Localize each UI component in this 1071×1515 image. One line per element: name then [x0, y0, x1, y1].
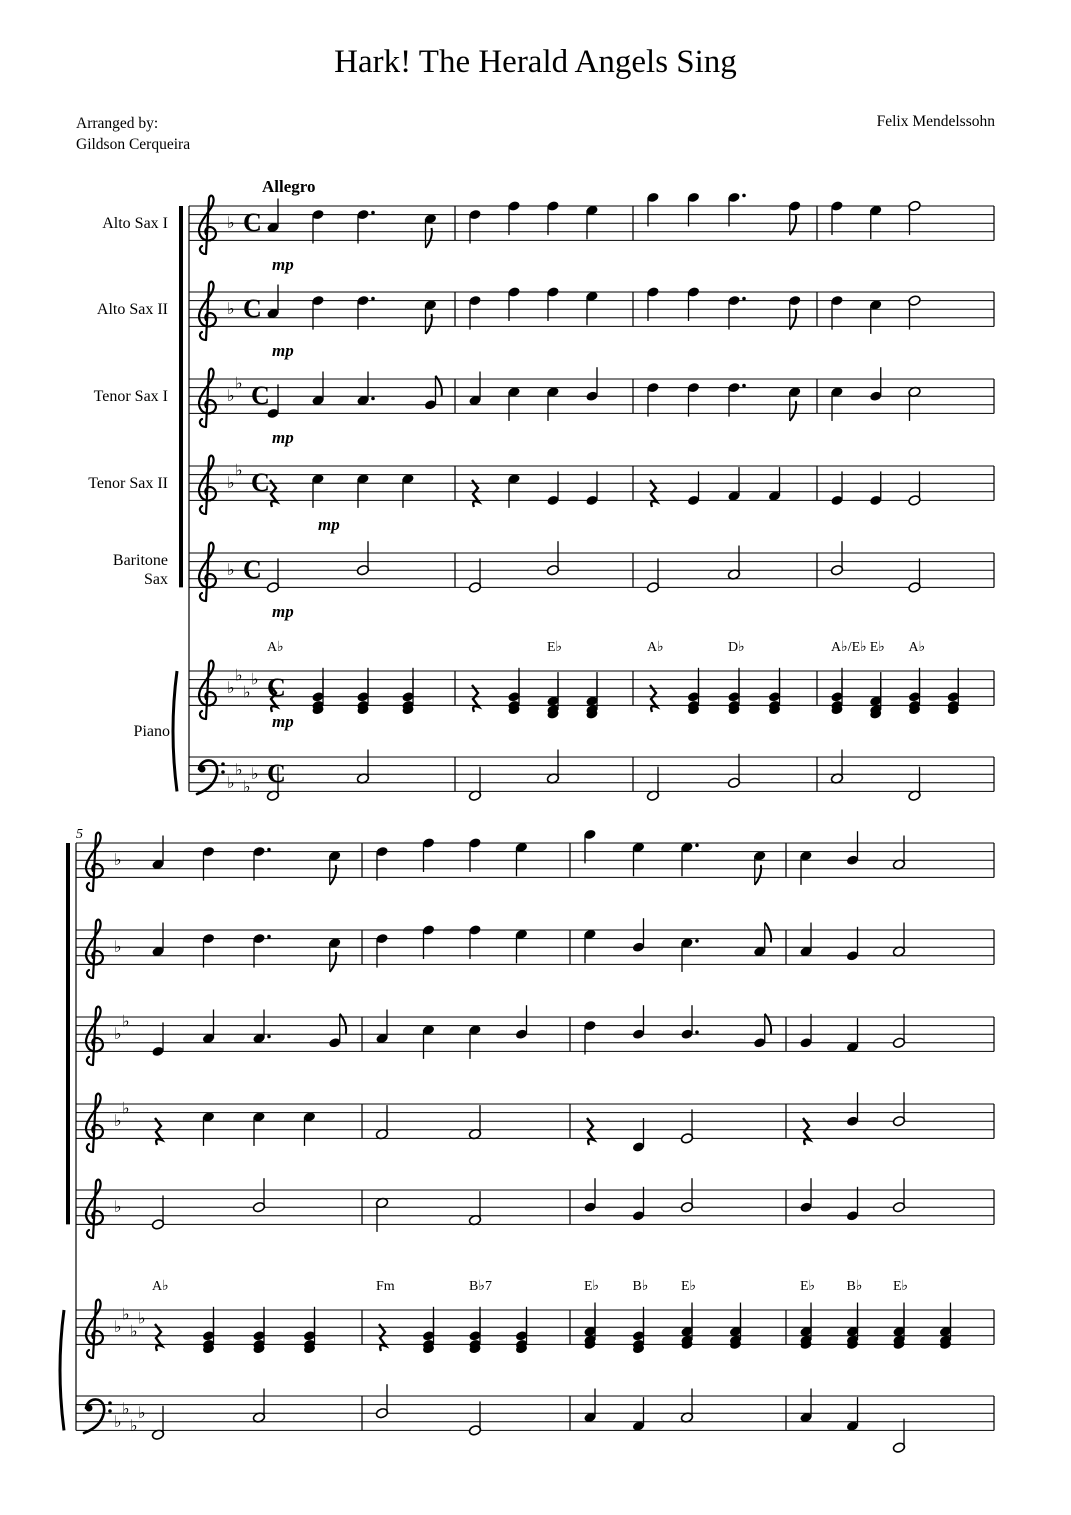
dynamic-marking: mp [272, 255, 294, 274]
treble-clef-icon [199, 661, 216, 719]
dynamic-marking: mp [318, 515, 340, 534]
note-flag [426, 228, 432, 248]
note-dot [742, 194, 746, 198]
bass-clef-dot [86, 1405, 93, 1412]
bass-clef-dot [221, 762, 225, 766]
treble-clef-icon [86, 1300, 103, 1358]
flat-sign: ♭ [122, 1306, 130, 1324]
flat-sign: ♭ [243, 779, 251, 797]
chord-symbol: E♭ [681, 1279, 697, 1294]
flat-sign: ♭ [130, 1323, 138, 1341]
dynamic-marking: mp [272, 602, 294, 621]
flat-sign: ♭ [114, 852, 122, 870]
quarter-rest [803, 1118, 810, 1145]
quarter-rest [155, 1118, 162, 1145]
quarter-rest [650, 685, 657, 712]
piano-brace [60, 1310, 64, 1430]
quarter-rest [155, 1324, 162, 1351]
flat-sign: ♭ [122, 1013, 130, 1031]
flat-sign: ♭ [130, 1418, 138, 1436]
treble-clef-icon [86, 833, 103, 891]
chord-symbol: E♭ [869, 640, 885, 655]
note-dot [371, 211, 375, 215]
chord-symbol: E♭ [584, 1279, 600, 1294]
time-signature: C [243, 294, 262, 323]
chord-symbol: A♭ [152, 1279, 169, 1294]
dynamic-marking: mp [272, 712, 294, 731]
flat-sign: ♭ [114, 939, 122, 957]
time-signature: C [267, 759, 286, 788]
flat-sign: ♭ [227, 680, 235, 698]
flat-sign: ♭ [227, 388, 235, 406]
treble-clef-icon [199, 282, 216, 340]
note-dot [742, 384, 746, 388]
note-dot [267, 1035, 271, 1039]
quarter-rest [587, 1118, 594, 1145]
measure-number: 5 [76, 827, 83, 842]
quarter-rest [650, 480, 657, 507]
score-title: Hark! The Herald Angels Sing [334, 44, 737, 80]
time-signature: C [243, 208, 262, 237]
flat-sign: ♭ [122, 1100, 130, 1118]
chord-symbol: D♭ [728, 640, 745, 655]
quarter-rest [270, 480, 277, 507]
flat-sign: ♭ [227, 215, 235, 233]
time-signature: C [251, 468, 270, 497]
piano-brace [173, 671, 177, 791]
bass-clef-dot [108, 1409, 112, 1413]
quarter-rest [379, 1324, 386, 1351]
note-dot [371, 297, 375, 301]
flat-sign: ♭ [235, 462, 243, 480]
flat-sign: ♭ [114, 1199, 122, 1217]
bass-clef-dot [108, 1401, 112, 1405]
flat-sign: ♭ [138, 1310, 146, 1328]
time-signature: C [267, 673, 286, 702]
instrument-name: Alto Sax II [96, 301, 168, 318]
instrument-name: Baritone [112, 552, 168, 569]
note-dot [371, 397, 375, 401]
flat-sign: ♭ [235, 667, 243, 685]
flat-sign: ♭ [235, 761, 243, 779]
instrument-name: Tenor Sax I [93, 388, 168, 405]
chord-symbol: E♭ [547, 640, 563, 655]
flat-sign: ♭ [114, 1113, 122, 1131]
chord-symbol: B♭ [632, 1279, 649, 1294]
flat-sign: ♭ [227, 774, 235, 792]
treble-clef-icon [199, 543, 216, 601]
bass-clef-dot [221, 770, 225, 774]
flat-sign: ♭ [227, 562, 235, 580]
composer-credit: Felix Mendelssohn [876, 113, 995, 130]
quarter-rest [472, 685, 479, 712]
note-dot [695, 939, 699, 943]
note-dot [267, 935, 271, 939]
instrument-name: Tenor Sax II [88, 475, 168, 492]
treble-clef-icon [86, 920, 103, 978]
instrument-name: Sax [144, 571, 168, 588]
note-flag [755, 865, 761, 885]
note-flag [426, 314, 432, 334]
note-dot [695, 844, 699, 848]
flat-sign: ♭ [227, 301, 235, 319]
treble-clef-icon [199, 196, 216, 254]
bass-clef-dot [199, 766, 206, 773]
note-dot [267, 848, 271, 852]
chord-symbol: Fm [376, 1279, 395, 1294]
note-dot [742, 297, 746, 301]
note-flag [330, 865, 336, 885]
flat-sign: ♭ [114, 1319, 122, 1337]
instrument-name: Alto Sax I [102, 215, 168, 232]
flat-sign: ♭ [114, 1413, 122, 1431]
flat-sign: ♭ [243, 684, 251, 702]
note-flag [790, 401, 796, 421]
chord-symbol: A♭ [647, 640, 664, 655]
note-flag [330, 952, 336, 972]
arranger-name: Gildson Cerqueira [76, 136, 191, 153]
flat-sign: ♭ [114, 1026, 122, 1044]
dynamic-marking: mp [272, 341, 294, 360]
dynamic-marking: mp [272, 428, 294, 447]
time-signature: C [243, 555, 262, 584]
chord-symbol: E♭ [800, 1279, 816, 1294]
flat-sign: ♭ [227, 475, 235, 493]
treble-clef-icon [86, 1180, 103, 1238]
quarter-rest [472, 480, 479, 507]
flat-sign: ♭ [138, 1405, 146, 1423]
chord-symbol: A♭ [908, 640, 926, 655]
arranger-label: Arranged by: [76, 115, 159, 132]
treble-clef-icon [199, 369, 216, 427]
time-signature: C [251, 381, 270, 410]
treble-clef-icon [86, 1007, 103, 1065]
tempo-marking: Allegro [262, 177, 316, 196]
note-dot [695, 1030, 699, 1034]
chord-symbol: E♭ [893, 1279, 909, 1294]
chord-symbol: A♭/E♭ [831, 640, 867, 655]
chord-symbol: B♭ [846, 1279, 863, 1294]
flat-sign: ♭ [251, 671, 259, 689]
treble-clef-icon [199, 456, 216, 514]
treble-clef-icon [86, 1094, 103, 1152]
instrument-name: Piano [133, 723, 170, 741]
note-flag [765, 923, 771, 943]
flat-sign: ♭ [122, 1400, 130, 1418]
flat-sign: ♭ [235, 375, 243, 393]
chord-symbol: A♭ [267, 640, 284, 655]
chord-symbol: B♭7 [469, 1279, 492, 1294]
flat-sign: ♭ [251, 766, 259, 784]
